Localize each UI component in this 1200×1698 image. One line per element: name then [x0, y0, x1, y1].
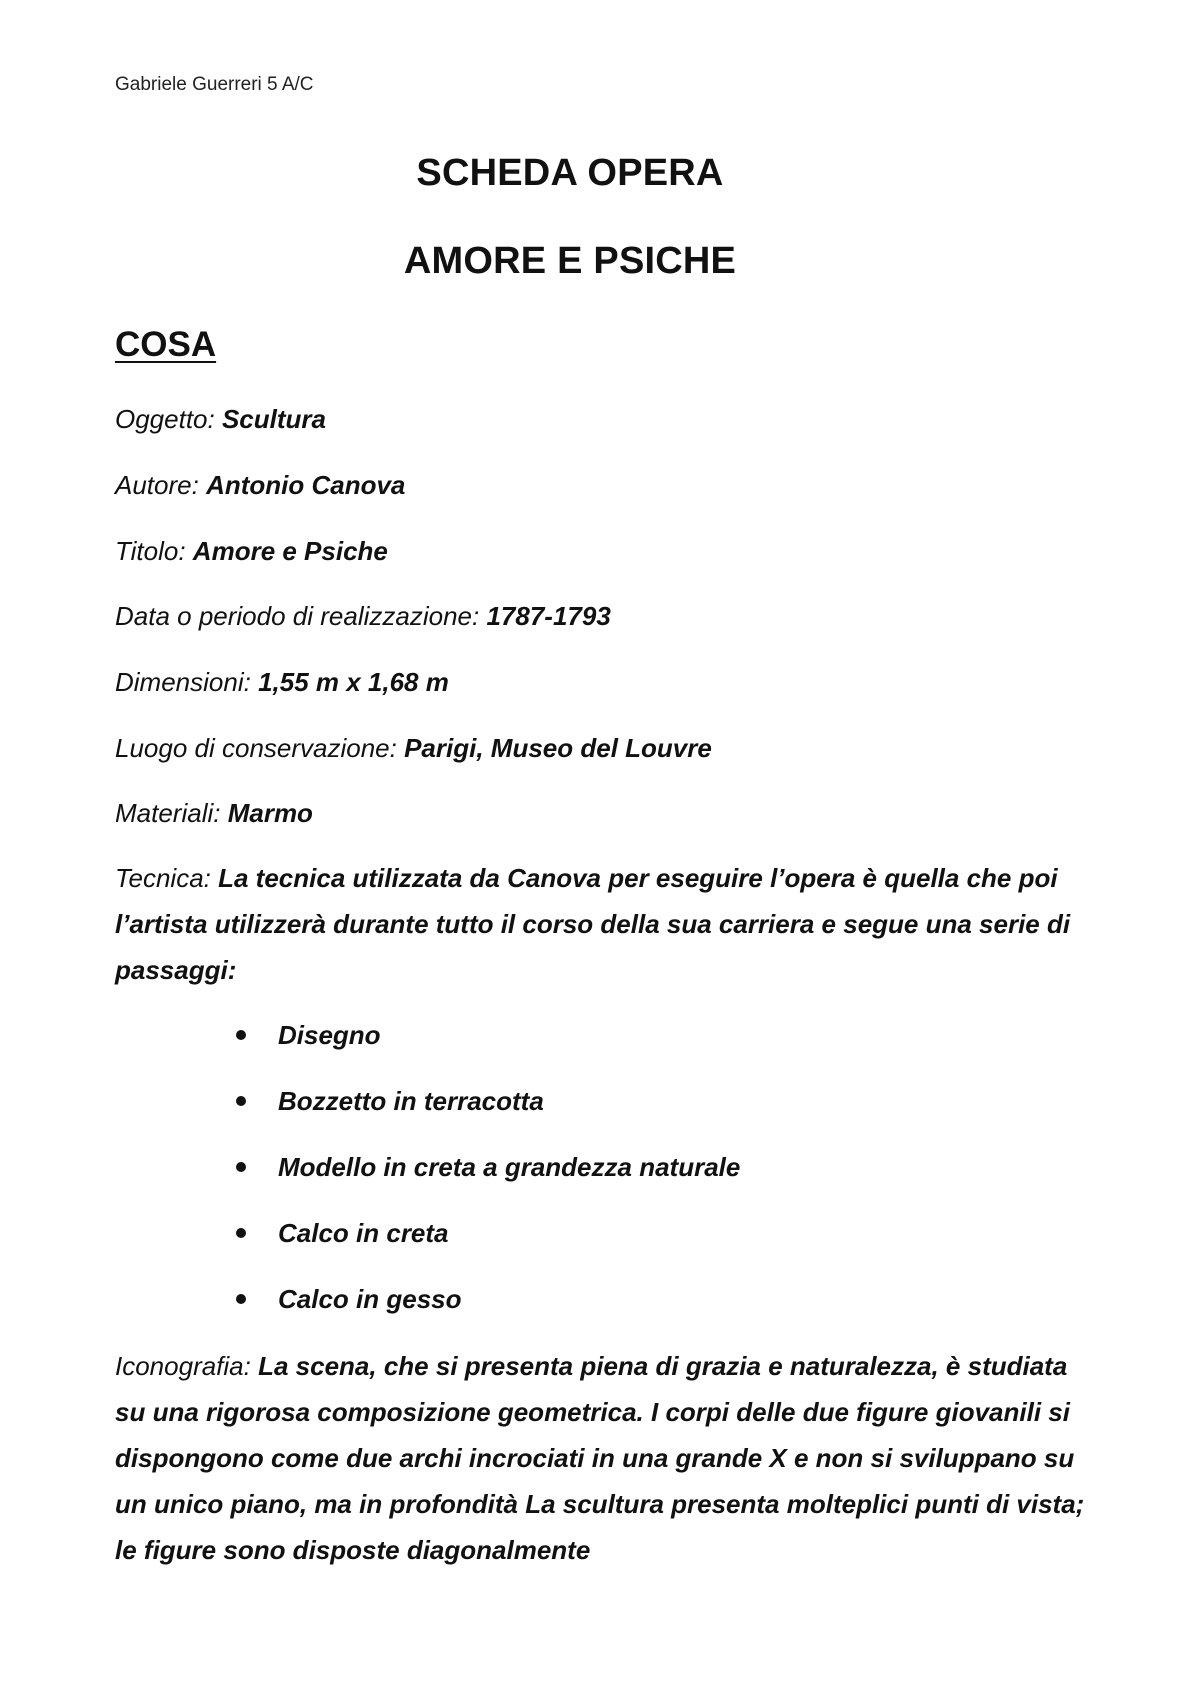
field-materiali	[115, 790, 1095, 836]
document-title: SCHEDA OPERA	[416, 152, 724, 194]
list-item	[230, 1276, 740, 1342]
list-item	[230, 1210, 740, 1276]
field-label: Tecnica:	[115, 863, 219, 893]
field-label: Oggetto:	[115, 404, 222, 434]
field-tecnica	[115, 855, 1095, 993]
field-value: Scultura	[221, 404, 326, 434]
list-item-text: Calco in creta	[278, 1218, 449, 1248]
field-value: Marmo	[227, 798, 313, 828]
field-value: 1787-1793	[486, 601, 611, 631]
header-author-note: Gabriele Guerreri 5 A/C	[115, 74, 314, 95]
field-iconografia	[115, 1343, 1095, 1573]
field-luogo-conservazione	[115, 725, 1095, 771]
bullet-icon	[236, 1228, 246, 1238]
field-value: La scena, che si presenta piena di grazia e naturalezza, è studiata su una rigorosa composizione geometrica. I corpi delle due figure giovanili si dispongono come due archi incrociati in una grande X e non si sviluppano su un unico piano, ma in profondità La scultura presenta molteplici punti di vista; le figure sono disposte diagonalmente	[115, 1351, 1085, 1565]
bullet-icon	[236, 1096, 246, 1106]
field-dimensioni	[115, 659, 1095, 705]
section-heading-cosa: COSA	[115, 325, 217, 364]
field-value: 1,55 m x 1,68 m	[258, 667, 449, 697]
field-label: Dimensioni:	[115, 667, 259, 697]
field-label: Luogo di conservazione:	[115, 733, 405, 763]
bullet-icon	[236, 1162, 246, 1172]
list-item-text: Calco in gesso	[278, 1284, 462, 1314]
field-label: Titolo:	[115, 536, 193, 566]
field-label: Data o periodo di realizzazione:	[115, 601, 487, 631]
bullet-icon	[236, 1030, 246, 1040]
field-label: Autore:	[115, 470, 207, 500]
bullet-icon	[236, 1294, 246, 1304]
list-item-text: Bozzetto in terracotta	[278, 1086, 544, 1116]
field-value: Parigi, Museo del Louvre	[404, 733, 712, 763]
list-item-text: Disegno	[278, 1020, 381, 1050]
list-item	[230, 1144, 740, 1210]
field-autore	[115, 462, 1095, 508]
field-label: Materiali:	[115, 798, 228, 828]
technique-steps-list	[230, 1012, 740, 1342]
list-item	[230, 1012, 740, 1078]
field-value: La tecnica utilizzata da Canova per eseguire l’opera è quella che poi l’artista utilizzerà durante tutto il corso della sua carriera e segue una serie di passaggi:	[115, 863, 1071, 985]
field-oggetto	[115, 396, 1095, 442]
field-data-realizzazione	[115, 593, 1095, 639]
field-value: Amore e Psiche	[192, 536, 388, 566]
field-label: Iconografia:	[115, 1351, 259, 1381]
list-item-text: Modello in creta a grandezza naturale	[278, 1152, 741, 1182]
list-item	[230, 1078, 740, 1144]
artwork-title: AMORE E PSICHE	[403, 240, 737, 282]
field-value: Antonio Canova	[206, 470, 406, 500]
field-titolo	[115, 528, 1095, 574]
